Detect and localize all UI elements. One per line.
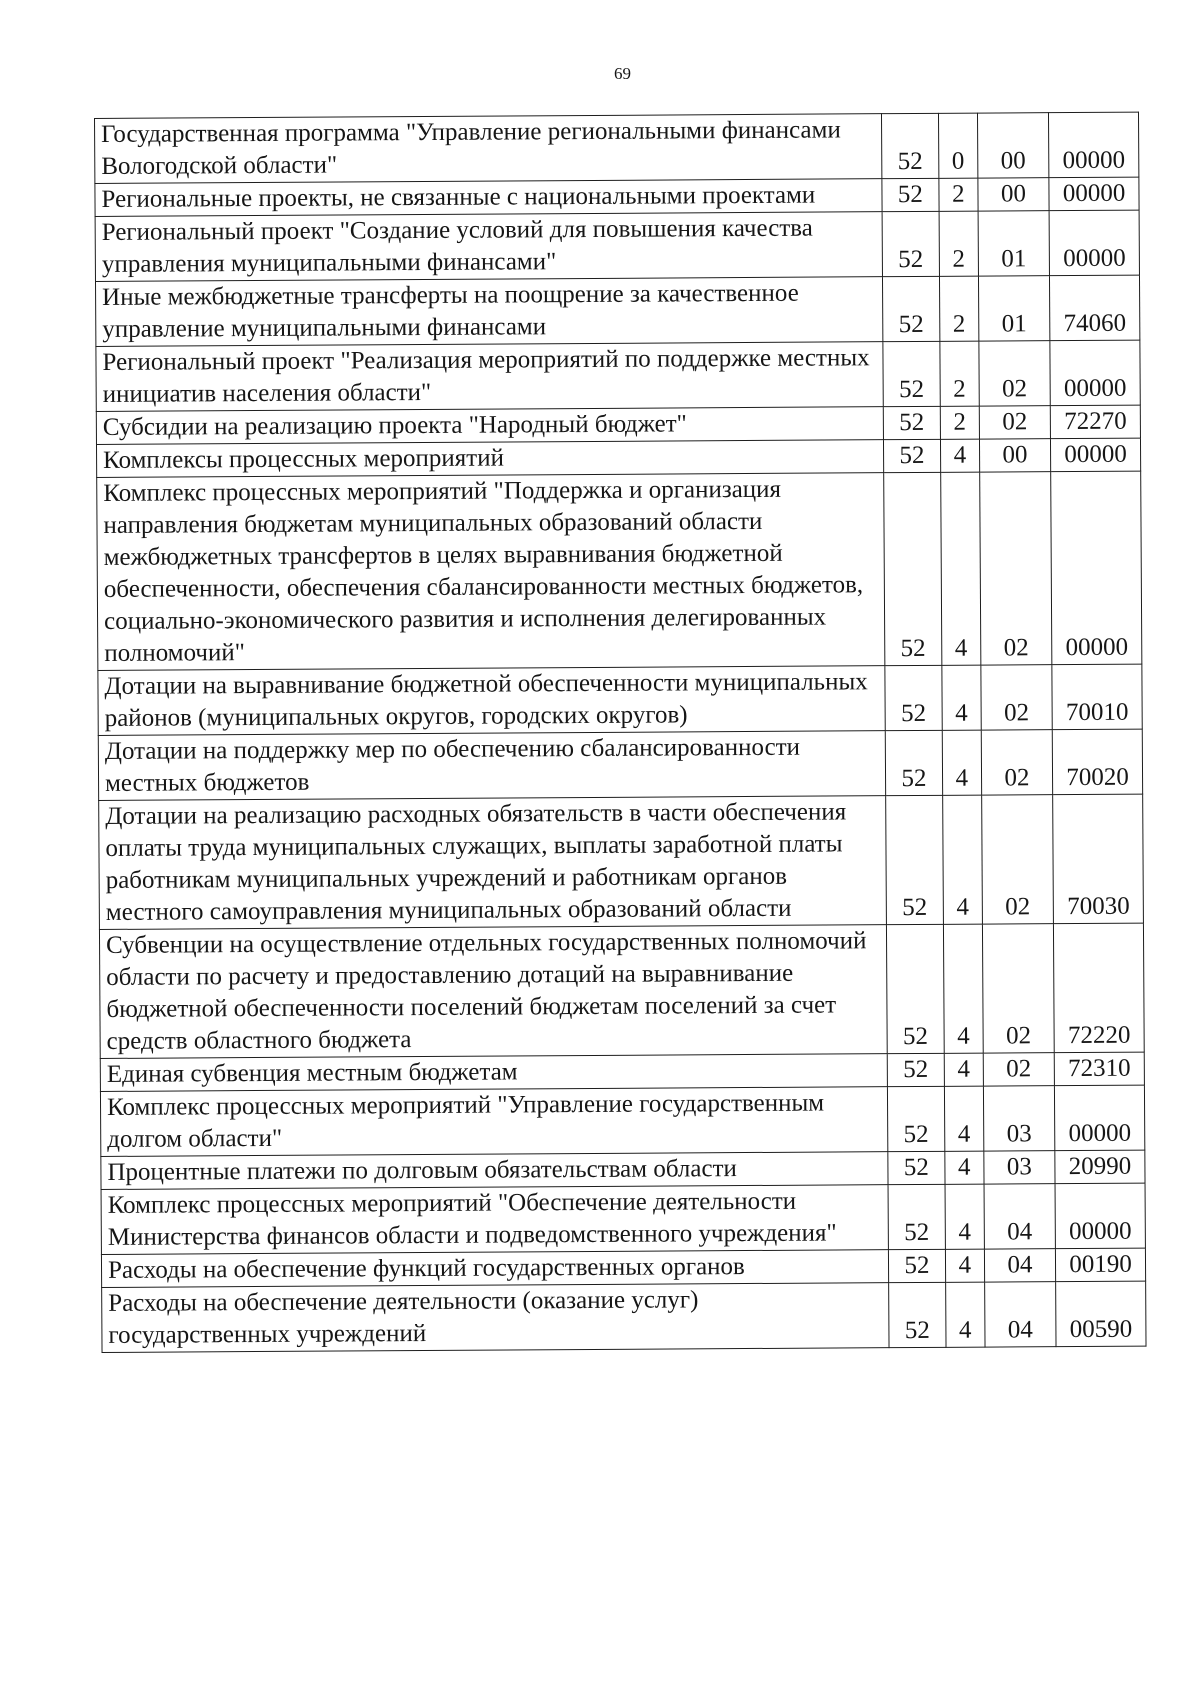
table-row — [98, 729, 1142, 800]
code-direction: 70030 — [1053, 794, 1144, 924]
code-program: 52 — [883, 406, 940, 439]
code-program: 52 — [888, 1151, 945, 1184]
table-row — [95, 112, 1139, 183]
code-element: 01 — [978, 211, 1050, 276]
code-element: 02 — [981, 730, 1053, 795]
code-subgroup: 2 — [940, 406, 979, 439]
code-program: 52 — [887, 1053, 944, 1086]
code-direction: 00000 — [1055, 1085, 1145, 1151]
code-element: 04 — [984, 1282, 1056, 1347]
row-name: Дотации на поддержку мер по обеспечению сбалансированности местных бюджетов — [98, 731, 885, 801]
code-subgroup: 4 — [945, 1249, 984, 1282]
code-program: 52 — [888, 1184, 946, 1249]
code-element: 02 — [979, 341, 1051, 406]
code-direction: 74060 — [1050, 275, 1140, 341]
code-subgroup: 4 — [944, 1086, 983, 1151]
code-direction: 00000 — [1050, 340, 1140, 406]
code-direction: 20990 — [1055, 1150, 1145, 1184]
code-program: 52 — [882, 178, 939, 211]
code-element: 01 — [978, 276, 1050, 341]
code-subgroup: 4 — [945, 1151, 984, 1184]
code-subgroup: 4 — [944, 1053, 983, 1086]
code-element: 04 — [984, 1249, 1056, 1282]
row-name: Иные межбюджетные трансферты на поощрение за качественное управление муниципальными финансами — [95, 277, 882, 347]
table-row — [95, 275, 1139, 346]
code-subgroup: 2 — [939, 178, 978, 211]
code-element: 03 — [983, 1086, 1055, 1151]
table-row — [96, 340, 1140, 411]
code-direction: 00000 — [1049, 177, 1139, 211]
table-row — [102, 1281, 1146, 1352]
row-name: Комплексы процессных мероприятий — [96, 440, 883, 478]
code-subgroup: 2 — [939, 211, 978, 276]
code-element: 04 — [984, 1184, 1056, 1249]
code-program: 52 — [888, 1249, 945, 1282]
table-row — [100, 1085, 1144, 1156]
code-program: 52 — [881, 113, 939, 178]
row-name: Региональный проект "Реализация мероприятий по поддержке местных инициатив населения области" — [96, 342, 883, 412]
code-subgroup: 2 — [940, 341, 979, 406]
row-name: Комплекс процессных мероприятий "Управление государственным долгом области" — [100, 1087, 887, 1157]
code-subgroup: 4 — [943, 795, 983, 924]
code-program: 52 — [886, 924, 944, 1053]
row-name: Государственная программа "Управление региональными финансами Вологодской области" — [95, 114, 882, 184]
code-direction: 70020 — [1052, 729, 1142, 795]
row-name: Комплекс процессных мероприятий "Обеспечение деятельности Министерства финансов области и подведомственного учреждения" — [101, 1185, 888, 1255]
code-program: 52 — [882, 276, 940, 341]
table-row — [101, 1183, 1145, 1254]
code-subgroup: 2 — [939, 276, 978, 341]
code-element: 02 — [983, 1053, 1055, 1086]
code-direction: 00000 — [1049, 112, 1139, 178]
code-element: 02 — [982, 924, 1054, 1053]
code-program: 52 — [887, 1086, 945, 1151]
code-program: 52 — [885, 795, 943, 924]
code-direction: 00590 — [1056, 1281, 1146, 1347]
budget-code-table — [94, 112, 1147, 1353]
code-element: 03 — [984, 1151, 1056, 1184]
code-subgroup: 4 — [941, 472, 981, 665]
row-name: Расходы на обеспечение деятельности (оказание услуг) государственных учреждений — [102, 1283, 889, 1353]
code-subgroup: 4 — [940, 439, 979, 472]
code-direction: 00000 — [1055, 1183, 1145, 1249]
table-row — [99, 794, 1144, 929]
row-name: Субсидии на реализацию проекта "Народный бюджет" — [96, 407, 883, 445]
code-element: 00 — [977, 113, 1049, 178]
row-name: Региональный проект "Создание условий для повышения качества управления муниципальными финансами" — [95, 212, 882, 282]
table-row — [97, 471, 1142, 670]
row-name: Расходы на обеспечение функций государственных органов — [101, 1250, 888, 1288]
code-element: 02 — [979, 406, 1051, 439]
code-subgroup: 0 — [938, 113, 977, 178]
code-subgroup: 4 — [943, 924, 983, 1053]
code-subgroup: 4 — [946, 1282, 985, 1347]
table-row — [95, 210, 1139, 281]
page-number: 69 — [614, 64, 631, 83]
table-body — [95, 112, 1147, 1352]
row-name: Региональные проекты, не связанные с национальными проектами — [95, 179, 882, 217]
code-direction: 72310 — [1054, 1052, 1144, 1086]
table-row — [99, 923, 1144, 1058]
code-subgroup: 4 — [942, 730, 981, 795]
budget-code-table-wrapper — [94, 112, 1147, 1353]
code-program: 52 — [882, 211, 940, 276]
code-program: 52 — [883, 472, 941, 665]
code-direction: 00000 — [1051, 471, 1142, 665]
code-element: 02 — [981, 795, 1053, 924]
code-element: 00 — [978, 178, 1050, 211]
row-name: Комплекс процессных мероприятий "Поддержка и организация направления бюджетам муниципальных образований области межбюджетных трансфертов в целях выравнивания бюджетной обеспеченности, обеспечения сбалансированности местных бюджетов, социально-экономического развития и исполнения делегированных полномочий" — [97, 473, 885, 671]
code-program: 52 — [883, 341, 941, 406]
code-direction: 00000 — [1051, 438, 1141, 472]
row-name: Процентные платежи по долговым обязательствам области — [101, 1152, 888, 1190]
code-element: 02 — [981, 665, 1053, 730]
code-program: 52 — [885, 730, 943, 795]
code-direction: 00190 — [1056, 1248, 1146, 1282]
code-direction: 70010 — [1052, 664, 1142, 730]
code-program: 52 — [885, 665, 943, 730]
code-element: 00 — [979, 439, 1051, 472]
row-name: Единая субвенция местным бюджетам — [100, 1054, 887, 1092]
code-element: 02 — [979, 472, 1052, 665]
code-subgroup: 4 — [945, 1184, 984, 1249]
row-name: Дотации на выравнивание бюджетной обеспеченности муниципальных районов (муниципальных округов, городских округов) — [98, 666, 885, 736]
code-program: 52 — [888, 1282, 946, 1347]
code-direction: 00000 — [1049, 210, 1139, 276]
code-program: 52 — [883, 439, 940, 472]
code-subgroup: 4 — [942, 665, 981, 730]
table-row — [98, 664, 1142, 735]
row-name: Субвенции на осуществление отдельных государственных полномочий области по расчету и предоставлению дотаций на выравнивание бюджетной обеспеченности поселений бюджетам поселений за счет средств областного бюджета — [99, 925, 887, 1059]
code-direction: 72220 — [1054, 923, 1145, 1053]
row-name: Дотации на реализацию расходных обязательств в части обеспечения оплаты труда муниципальных служащих, выплаты заработной платы работникам муниципальных учреждений и работникам органов местного самоуправления муниципальных образований области — [99, 796, 887, 930]
code-direction: 72270 — [1050, 405, 1140, 439]
